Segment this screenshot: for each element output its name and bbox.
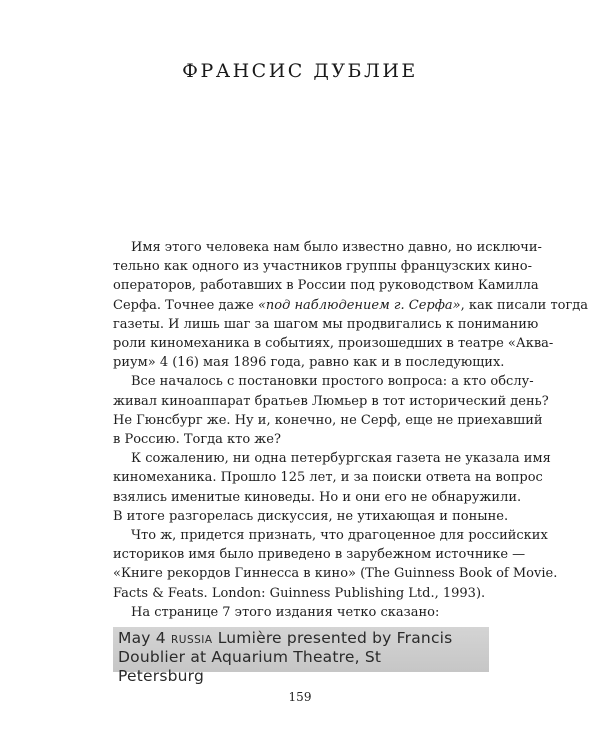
excerpt-fragment: Lumière presented by Francis (212, 629, 453, 647)
paragraph (113, 526, 558, 603)
text-line: К сожалению, ни одна петербургская газета не указала имя (131, 451, 551, 467)
text-line: Что ж, придется признать, что драгоценное для российских (131, 528, 548, 544)
text-line: живал киноаппарат братьев Люмьер в тот исторический день? (113, 393, 549, 409)
text-line: риум» 4 (16) мая 1896 года, равно как и в последующих. (113, 355, 505, 371)
body-text (113, 238, 589, 622)
paragraph (113, 372, 549, 449)
text-line: «Книге рекордов Гиннесса в кино» (The Guinness Book of Movie. (113, 566, 558, 582)
text-fragment: , как писали тогда (460, 297, 589, 313)
text-line: киномеханика. Прошло 125 лет, и за поиски ответа на вопрос (113, 470, 543, 486)
paragraph (113, 449, 551, 526)
text-fragment: Серфа. Точнее даже (113, 297, 258, 313)
paragraph (113, 603, 489, 622)
excerpt-country: RUSSIA (170, 634, 213, 646)
text-line: В итоге разгорелась дискуссия, не утихающая и поныне. (113, 508, 509, 524)
book-excerpt-image (113, 627, 489, 685)
text-line: роли киномеханика в событиях, произошедших в театре «Аква- (113, 336, 554, 352)
text-line: Имя этого человека нам было известно давно, но исключи- (131, 240, 542, 255)
text-line: Не Гюнсбург же. Ну и, конечно, не Серф, еще не приехавший (113, 412, 543, 428)
text-line: газеты. И лишь шаг за шагом мы продвигались к пониманию (113, 316, 539, 332)
text-line: в Россию. Тогда кто же? (113, 432, 281, 448)
text-line: Facts & Feats. London: Guinness Publishing Ltd., 1993). (113, 585, 486, 601)
text-line: На странице 7 этого издания четко сказано: (131, 604, 440, 620)
italic-quote: «под наблюдением г. Серфа» (257, 297, 461, 313)
text-line: Все началось с постановки простого вопроса: а кто обслу- (131, 374, 534, 390)
excerpt-line: Doublier at Aquarium Theatre, St (118, 648, 382, 666)
page-number: 159 (288, 690, 312, 704)
text-line: тельно как одного из участников группы французских кино- (113, 259, 532, 275)
text-line (113, 296, 589, 315)
page-title: ФРАНСИС ДУБЛИЕ (182, 60, 418, 82)
text-line: взялись именитые киноведы. Но и они его не обнаружили. (113, 489, 522, 505)
excerpt-fragment: May 4 (118, 629, 171, 647)
paragraph (113, 238, 589, 372)
text-line: историков имя было приведено в зарубежном источнике — (113, 547, 526, 563)
text-line: операторов, работавших в России под руководством Камилла (113, 278, 539, 294)
excerpt-line-cropped: Petersburg (118, 667, 204, 685)
excerpt-line (118, 629, 452, 647)
